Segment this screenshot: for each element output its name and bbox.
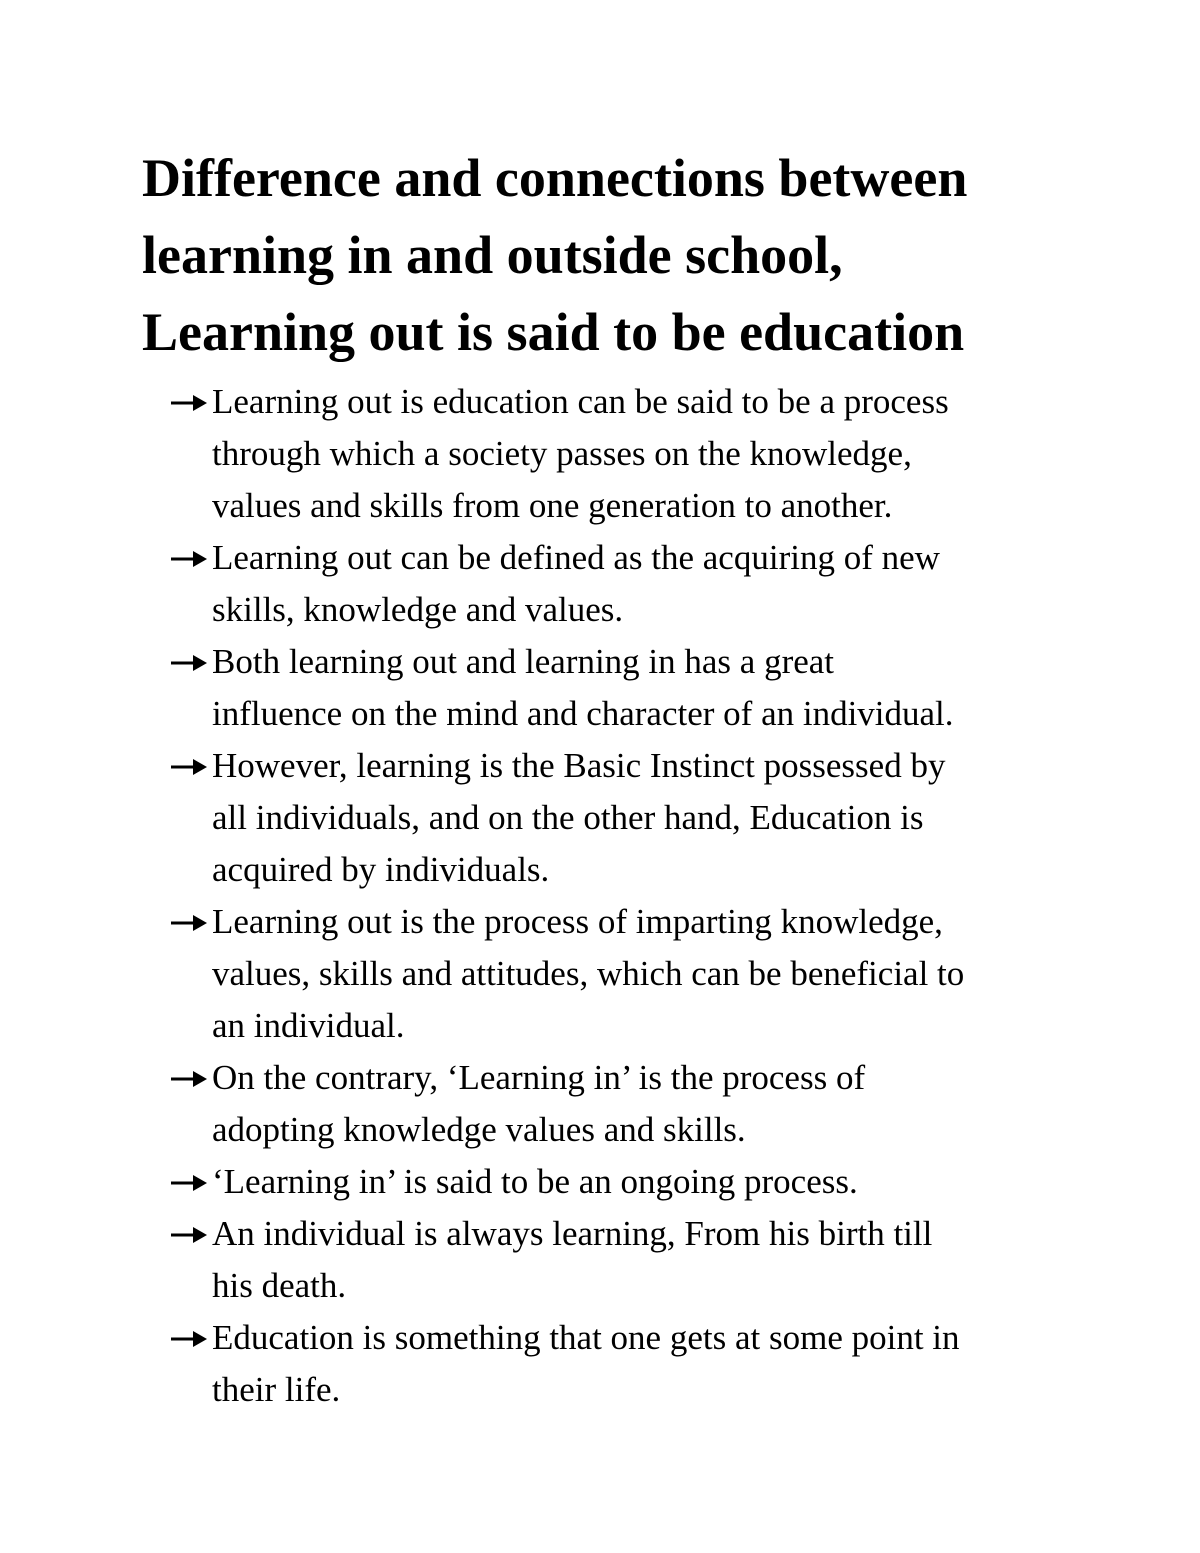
list-item-line: influence on the mind and character of an individual.	[212, 694, 954, 733]
list-item-line: his death.	[212, 1266, 347, 1305]
list-item	[170, 740, 1070, 896]
list-item-line: Learning out is the process of imparting knowledge,	[212, 902, 943, 941]
list-item	[170, 1052, 1070, 1156]
arrow-right-icon	[170, 912, 210, 934]
list-item-line: An individual is always learning, From his birth till	[212, 1214, 933, 1253]
title-line: Difference and connections between	[142, 148, 968, 208]
list-item-line: However, learning is the Basic Instinct possessed by	[212, 746, 946, 785]
list-item-line: through which a society passes on the knowledge,	[212, 434, 912, 473]
arrow-right-icon	[170, 1328, 210, 1350]
list-item	[170, 1156, 1070, 1208]
list-item	[170, 636, 1070, 740]
list-item-line: Learning out is education can be said to be a process	[212, 382, 949, 421]
list-item-line: an individual.	[212, 1006, 405, 1045]
arrow-right-icon	[170, 652, 210, 674]
list-item-line: acquired by individuals.	[212, 850, 550, 889]
list-item-line: values and skills from one generation to another.	[212, 486, 893, 525]
list-item	[170, 376, 1070, 532]
list-item-line: ‘Learning in’ is said to be an ongoing process.	[212, 1162, 858, 1201]
bullet-list	[170, 376, 1070, 1416]
list-item-line: values, skills and attitudes, which can be beneficial to	[212, 954, 965, 993]
arrow-right-icon	[170, 392, 210, 414]
list-item	[170, 1312, 1070, 1416]
list-item-line: Both learning out and learning in has a great	[212, 642, 835, 681]
list-item-line: adopting knowledge values and skills.	[212, 1110, 746, 1149]
list-item-line: Education is something that one gets at some point in	[212, 1318, 960, 1357]
arrow-right-icon	[170, 1224, 210, 1246]
list-item	[170, 1208, 1070, 1312]
document-title	[142, 140, 1142, 371]
list-item-line: their life.	[212, 1370, 341, 1409]
arrow-right-icon	[170, 756, 210, 778]
title-line: learning in and outside school,	[142, 225, 843, 285]
list-item	[170, 532, 1070, 636]
title-line: Learning out is said to be education	[142, 302, 965, 362]
list-item-line: skills, knowledge and values.	[212, 590, 624, 629]
arrow-right-icon	[170, 1068, 210, 1090]
arrow-right-icon	[170, 1172, 210, 1194]
list-item-line: On the contrary, ‘Learning in’ is the process of	[212, 1058, 866, 1097]
list-item-line: all individuals, and on the other hand, Education is	[212, 798, 924, 837]
list-item	[170, 896, 1070, 1052]
list-item-line: Learning out can be defined as the acquiring of new	[212, 538, 940, 577]
arrow-right-icon	[170, 548, 210, 570]
